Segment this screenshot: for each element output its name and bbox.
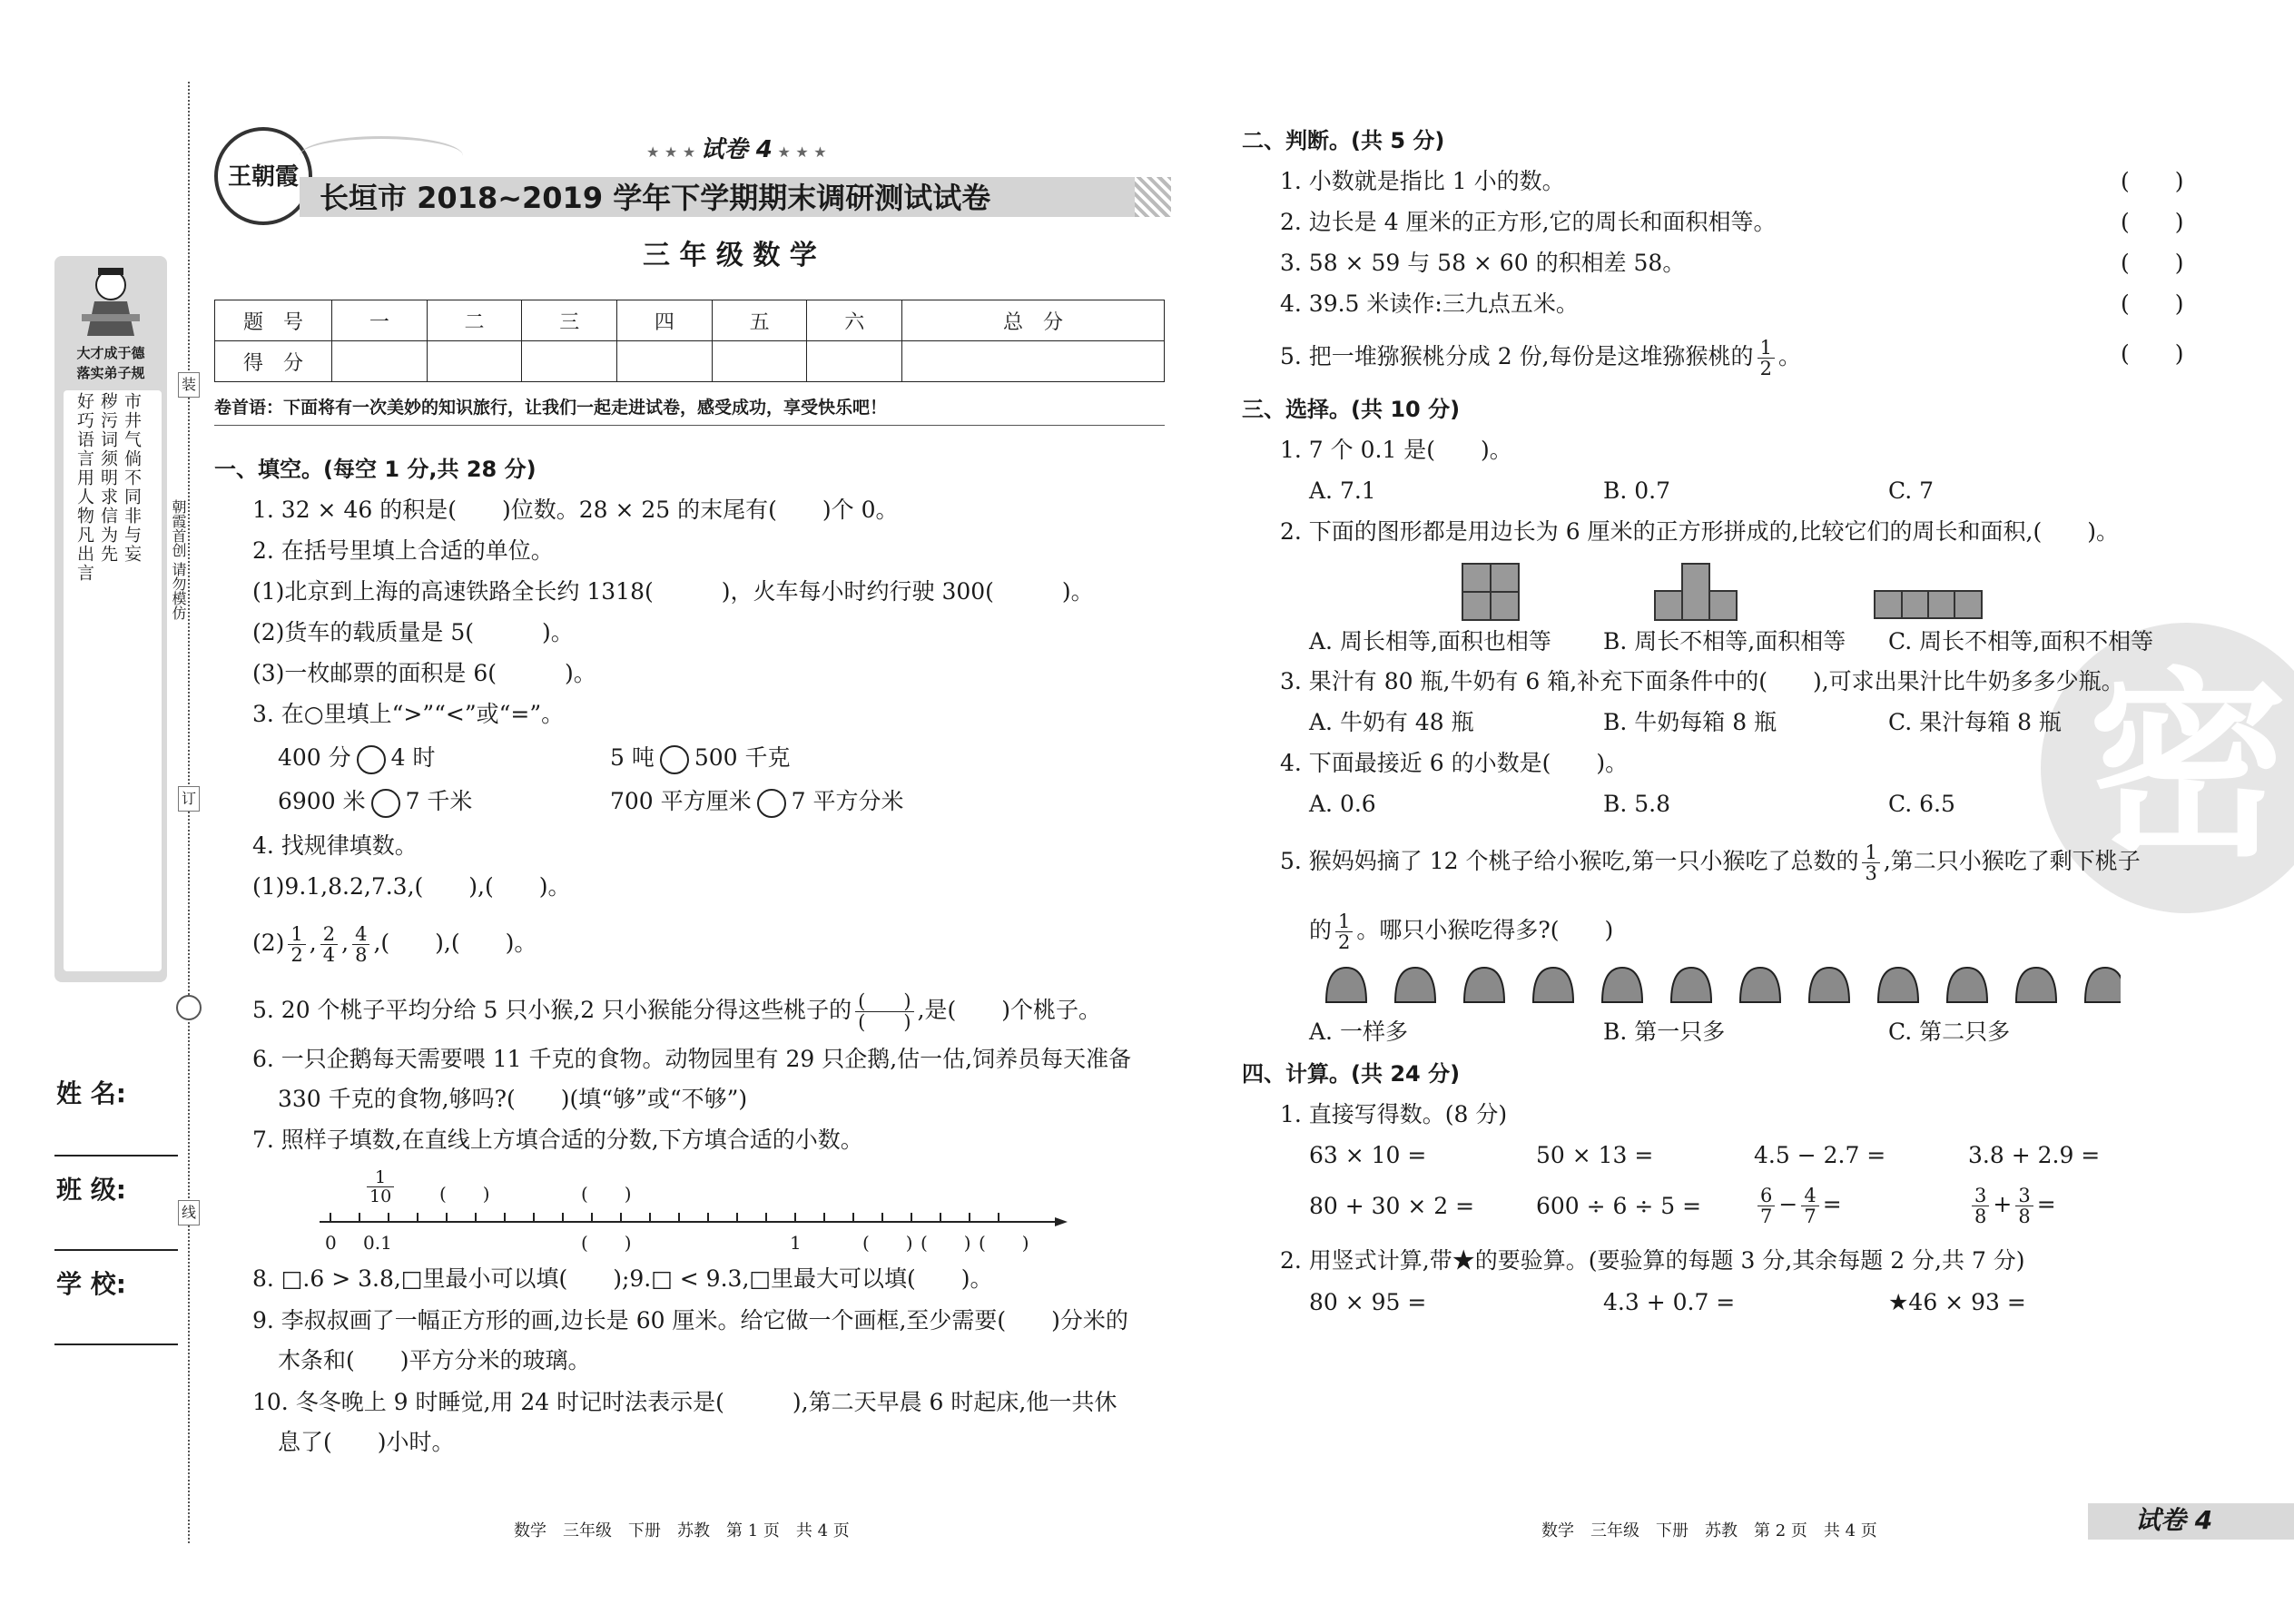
- compare-item: 5 吨: [610, 744, 655, 771]
- compare-item: 6900 米: [278, 788, 366, 814]
- compare-circle[interactable]: [371, 789, 400, 818]
- calc-fraction: $\frac{3}{8}$ + $\frac{3}{8}$ =: [1968, 1186, 2056, 1226]
- score-cell: 六: [807, 300, 902, 341]
- compare-item: 7 平方分米: [791, 788, 904, 814]
- score-cell: 三: [522, 300, 617, 341]
- peach-icons: [1322, 962, 2121, 1008]
- section4-title: 四、计算。(共 24 分): [1242, 1061, 1461, 1087]
- s4-q2: 2. 用竖式计算,带★的要验算。(要验算的每题 3 分,其余每题 2 分,共 7 分): [1280, 1247, 2025, 1274]
- calc-fraction: $\frac{6}{7}$ − $\frac{4}{7}$ =: [1754, 1186, 1842, 1226]
- ring-icon: [176, 995, 202, 1020]
- s1-q9a: 9. 李叔叔画了一幅正方形的画,边长是 60 厘米。给它做一个画框,至少需要( )分米的: [252, 1307, 1128, 1334]
- compare-item: 7 千米: [405, 788, 473, 814]
- score-input[interactable]: [332, 341, 428, 382]
- score-input[interactable]: [712, 341, 807, 382]
- motto-column: 市井气倘不同非与妄: [122, 392, 142, 564]
- s2-q5-suffix: 。: [1777, 343, 1801, 369]
- s1-q2a: (1)北京到上海的高速铁路全长约 1318( )，火车每小时约行驶 300( )。: [252, 578, 1094, 605]
- paper-badge-text: 试卷 4: [700, 136, 773, 163]
- q5-prefix: 5. 20 个桃子平均分给 5 只小猴,2 只小猴能分得这些桃子的: [252, 997, 852, 1023]
- nl-bottom-blank[interactable]: ( ): [979, 1232, 1029, 1254]
- title-band-pattern: [1135, 177, 1171, 217]
- watermark-glyph: 密: [2088, 651, 2289, 883]
- motto-top: 大才成于德: [76, 345, 145, 361]
- s1-q3-row2b: [610, 788, 904, 818]
- score-cell: 四: [617, 300, 713, 341]
- subject-title: 三 年 级 数 学: [643, 240, 817, 271]
- s1-q1: 1. 32 × 46 的积是( )位数。28 × 25 的末尾有( )个 0。: [252, 497, 899, 523]
- s1-q4a: (1)9.1,8.2,7.3,( ),( )。: [252, 873, 571, 900]
- s3-option[interactable]: C. 第二只多: [1888, 1019, 2011, 1045]
- paper-title: 长垣市 2018~2019 学年下学期期末调研测试试卷: [320, 181, 991, 215]
- score-cell: 总 分: [902, 300, 1165, 341]
- compare-circle[interactable]: [357, 745, 386, 774]
- score-cell: 五: [712, 300, 807, 341]
- judge-bracket[interactable]: ( ): [2121, 290, 2184, 317]
- s3-q5-prefix: 5. 猴妈妈摘了 12 个桃子给小猴吃,第一只小猴吃了总数的: [1280, 848, 1859, 874]
- judge-bracket[interactable]: ( ): [2121, 209, 2184, 235]
- binding-note: 朝霞首创 请勿模仿: [170, 499, 187, 621]
- calc-item: 3.8 + 2.9 =: [1968, 1142, 2101, 1168]
- fraction: $\frac{1}{3}$: [1862, 842, 1879, 883]
- s3-option[interactable]: C. 果汁每箱 8 瓶: [1888, 709, 2062, 735]
- s2-q1: 1. 小数就是指比 1 小的数。: [1280, 168, 1565, 194]
- s2-q5: [1280, 338, 1801, 379]
- shape-line-tetromino: [1874, 590, 1983, 619]
- s1-q7: 7. 照样子填数,在直线上方填合适的分数,下方填合适的小数。: [252, 1127, 863, 1153]
- operator: −: [1778, 1191, 1798, 1217]
- class-label: 班 级:: [56, 1175, 126, 1205]
- s1-q10a: 10. 冬冬晚上 9 时睡觉,用 24 时记时法表示是( ),第二天早晨 6 时起床,他一共休: [252, 1389, 1117, 1415]
- calc-item: 80 + 30 × 2 =: [1309, 1193, 1475, 1219]
- class-field[interactable]: [54, 1249, 178, 1251]
- footer-right: 数学 三年级 下册 苏教 第 2 页 共 4 页: [1541, 1521, 1877, 1540]
- score-cell: 得 分: [215, 341, 332, 382]
- section1-title: 一、填空。(每空 1 分,共 28 分): [214, 457, 537, 482]
- operator: +: [1993, 1191, 2013, 1217]
- s1-q4: 4. 找规律填数。: [252, 832, 418, 859]
- s3-q2: 2. 下面的图形都是用边长为 6 厘米的正方形拼成的,比较它们的周长和面积,( )。: [1280, 518, 2120, 545]
- brand-logo: [214, 127, 312, 225]
- s3-q5: [1280, 842, 2141, 883]
- calc-item: 4.5 − 2.7 =: [1754, 1142, 1886, 1168]
- footer-badge: 试卷 4: [2135, 1505, 2213, 1535]
- q4b-suffix: ,( ),( )。: [373, 930, 537, 956]
- name-label: 姓 名:: [56, 1078, 126, 1108]
- score-table: [214, 300, 1165, 382]
- fraction: $\frac{1}{2}$: [288, 924, 305, 965]
- preface: 卷首语：下面将有一次美妙的知识旅行，让我们一起走进试卷，感受成功，享受快乐吧！: [214, 398, 888, 418]
- score-input[interactable]: [427, 341, 522, 382]
- s1-q3-row1b: [610, 744, 791, 774]
- compare-item: 700 平方厘米: [610, 788, 752, 814]
- judge-bracket[interactable]: ( ): [2121, 340, 2184, 367]
- shape-t-tetromino: [1654, 590, 1738, 621]
- s1-q9b: 木条和( )平方分米的玻璃。: [278, 1347, 591, 1373]
- s3-option[interactable]: A. 周长相等,面积也相等: [1309, 628, 1551, 655]
- paper-badge: ★ ★ ★ 试卷 4 ★ ★ ★: [646, 136, 827, 163]
- school-label: 学 校:: [56, 1269, 126, 1299]
- s3-q1: 1. 7 个 0.1 是( )。: [1280, 437, 1512, 463]
- score-input[interactable]: [617, 341, 713, 382]
- nl-label-0: 0: [325, 1232, 337, 1254]
- ribbon-decoration: [300, 136, 463, 175]
- shape-square-2x2: [1462, 563, 1520, 621]
- motto-column: 好巧语言用人物凡出言: [74, 392, 94, 583]
- s3-option[interactable]: A. 0.6: [1309, 791, 1376, 817]
- s1-q3-row2: [278, 788, 472, 818]
- motto-bottom: 落实弟子规: [76, 365, 145, 381]
- s2-q2: 2. 边长是 4 厘米的正方形,它的周长和面积相等。: [1280, 209, 1777, 235]
- s1-q6a: 6. 一只企鹅每天需要喂 11 千克的食物。动物园里有 29 只企鹅,估一估,饲养员每天准备: [252, 1046, 1132, 1072]
- s1-q4b: (2) $\frac{1}{2}$ , $\frac{2}{4}$ , $\frac{4}{8}$ ,( ),( )。: [252, 923, 537, 966]
- compare-circle[interactable]: [757, 789, 786, 818]
- score-input[interactable]: [522, 341, 617, 382]
- fraction: $\frac{1}{2}$: [1757, 338, 1775, 379]
- scholar-figure-icon: [78, 265, 143, 338]
- section2-title: 二、判断。(共 5 分): [1242, 128, 1445, 153]
- calc-item: 50 × 13 =: [1536, 1142, 1654, 1168]
- score-cell: 一: [332, 300, 428, 341]
- calc-item: 600 ÷ 6 ÷ 5 =: [1536, 1193, 1702, 1219]
- calc-item: ★46 × 93 =: [1888, 1289, 2026, 1315]
- q5-suffix: ,是( )个桃子。: [917, 997, 1102, 1023]
- fraction: $\frac{2}{4}$: [320, 924, 338, 965]
- s3-q3: 3. 果汁有 80 瓶,牛奶有 6 箱,补充下面条件中的( ),可求出果汁比牛奶多多少瓶。: [1280, 668, 2124, 694]
- logo-text: 王朝霞: [227, 163, 299, 191]
- q4b-prefix: (2): [252, 930, 285, 956]
- motto-panel: [54, 256, 167, 982]
- equals: =: [1822, 1191, 1842, 1217]
- compare-circle[interactable]: [660, 745, 689, 774]
- judge-bracket[interactable]: ( ): [2121, 250, 2184, 276]
- equals: =: [2036, 1191, 2056, 1217]
- peach-row: [1322, 962, 2121, 1008]
- score-table-score-row: [215, 341, 1165, 382]
- s2-q3: 3. 58 × 59 与 58 × 60 的积相差 58。: [1280, 250, 1686, 276]
- s3-option[interactable]: C. 7: [1888, 477, 1935, 504]
- score-cell: 题 号: [215, 300, 332, 341]
- nl-label-0-1: 0.1: [363, 1232, 392, 1254]
- score-input[interactable]: [807, 341, 902, 382]
- s3-option[interactable]: C. 周长不相等,面积不相等: [1888, 628, 2154, 655]
- s3-q4: 4. 下面最接近 6 的小数是( )。: [1280, 750, 1629, 776]
- s3-option[interactable]: B. 5.8: [1603, 791, 1671, 817]
- nl-label-1: 1: [790, 1232, 802, 1254]
- motto-column: 秽污词须明求信为先: [98, 392, 118, 564]
- s1-q8: 8. □.6 > 3.8,□里最小可以填( );9.□ < 9.3,□里最大可以填( )。: [252, 1265, 993, 1292]
- s4-q1: 1. 直接写得数。(8 分): [1280, 1101, 1508, 1127]
- name-field[interactable]: [54, 1155, 178, 1156]
- s3-option[interactable]: B. 周长不相等,面积相等: [1603, 628, 1846, 655]
- s3-option[interactable]: B. 第一只多: [1603, 1019, 1726, 1045]
- s1-q10b: 息了( )小时。: [278, 1429, 455, 1455]
- s3-q5-line2: [1309, 911, 1613, 952]
- compare-item: 500 千克: [694, 744, 791, 771]
- seal-zhuang: 装: [178, 372, 200, 398]
- fraction-blank[interactable]: $\frac{( )}{( )}$: [855, 991, 913, 1032]
- fraction: $\frac{4}{8}$: [352, 924, 369, 965]
- shape-t-top: [1681, 563, 1710, 592]
- s3-option[interactable]: A. 一样多: [1309, 1019, 1408, 1045]
- s3-q5-mid: ,第二只小猴吃了剩下桃子: [1883, 848, 2141, 874]
- score-cell: 二: [427, 300, 522, 341]
- s1-q2c: (3)一枚邮票的面积是 6( )。: [252, 660, 596, 686]
- nl-top-blank[interactable]: ( ): [439, 1183, 490, 1205]
- s1-q2: 2. 在括号里填上合适的单位。: [252, 537, 554, 564]
- footer-left: 数学 三年级 下册 苏教 第 1 页 共 4 页: [514, 1521, 850, 1540]
- school-field[interactable]: [54, 1343, 178, 1345]
- nl-bottom-blank[interactable]: ( ): [862, 1232, 913, 1254]
- calc-item: 80 × 95 =: [1309, 1289, 1427, 1315]
- s3-option[interactable]: C. 6.5: [1888, 791, 1955, 817]
- preface-divider: [214, 425, 1165, 426]
- calc-item: 4.3 + 0.7 =: [1603, 1289, 1736, 1315]
- nl-bottom-blank[interactable]: ( ): [581, 1232, 632, 1254]
- seal-xian: 线: [178, 1200, 200, 1225]
- compare-item: 400 分: [278, 744, 351, 771]
- section3-title: 三、选择。(共 10 分): [1242, 397, 1461, 422]
- s3-option[interactable]: A. 7.1: [1309, 477, 1376, 504]
- s3-option[interactable]: B. 0.7: [1603, 477, 1671, 504]
- score-table-header-row: [215, 300, 1165, 341]
- s1-q3-row1: [278, 744, 436, 774]
- s3-q5-line2-suffix: 。哪只小猴吃得多?( ): [1356, 917, 1614, 943]
- s1-q6b: 330 千克的食物,够吗?( )(填“够”或“不够”): [278, 1086, 748, 1112]
- binding-dotted-line: [188, 82, 190, 1543]
- s2-q4: 4. 39.5 米读作:三九点五米。: [1280, 290, 1579, 317]
- s3-option[interactable]: A. 牛奶有 48 瓶: [1309, 709, 1474, 735]
- calc-item: 63 × 10 =: [1309, 1142, 1427, 1168]
- s1-q3: 3. 在○里填上“>”“<”或“=”。: [252, 701, 565, 727]
- judge-bracket[interactable]: ( ): [2121, 168, 2184, 194]
- nl-top-blank[interactable]: ( ): [581, 1183, 632, 1205]
- compare-item: 4 时: [390, 744, 436, 771]
- s2-q5-prefix: 5. 把一堆猕猴桃分成 2 份,每份是这堆猕猴桃的: [1280, 343, 1754, 369]
- nl-top-fraction: $\frac{1}{10}$: [363, 1168, 398, 1206]
- s1-q5: [252, 991, 1101, 1032]
- s3-option[interactable]: B. 牛奶每箱 8 瓶: [1603, 709, 1777, 735]
- nl-bottom-blank[interactable]: ( ): [921, 1232, 971, 1254]
- s1-q2b: (2)货车的载质量是 5( )。: [252, 619, 574, 645]
- fraction: $\frac{1}{2}$: [1335, 911, 1353, 952]
- score-input[interactable]: [902, 341, 1165, 382]
- seal-ding: 订: [178, 786, 200, 812]
- s3-q5-line2-prefix: 的: [1309, 917, 1333, 943]
